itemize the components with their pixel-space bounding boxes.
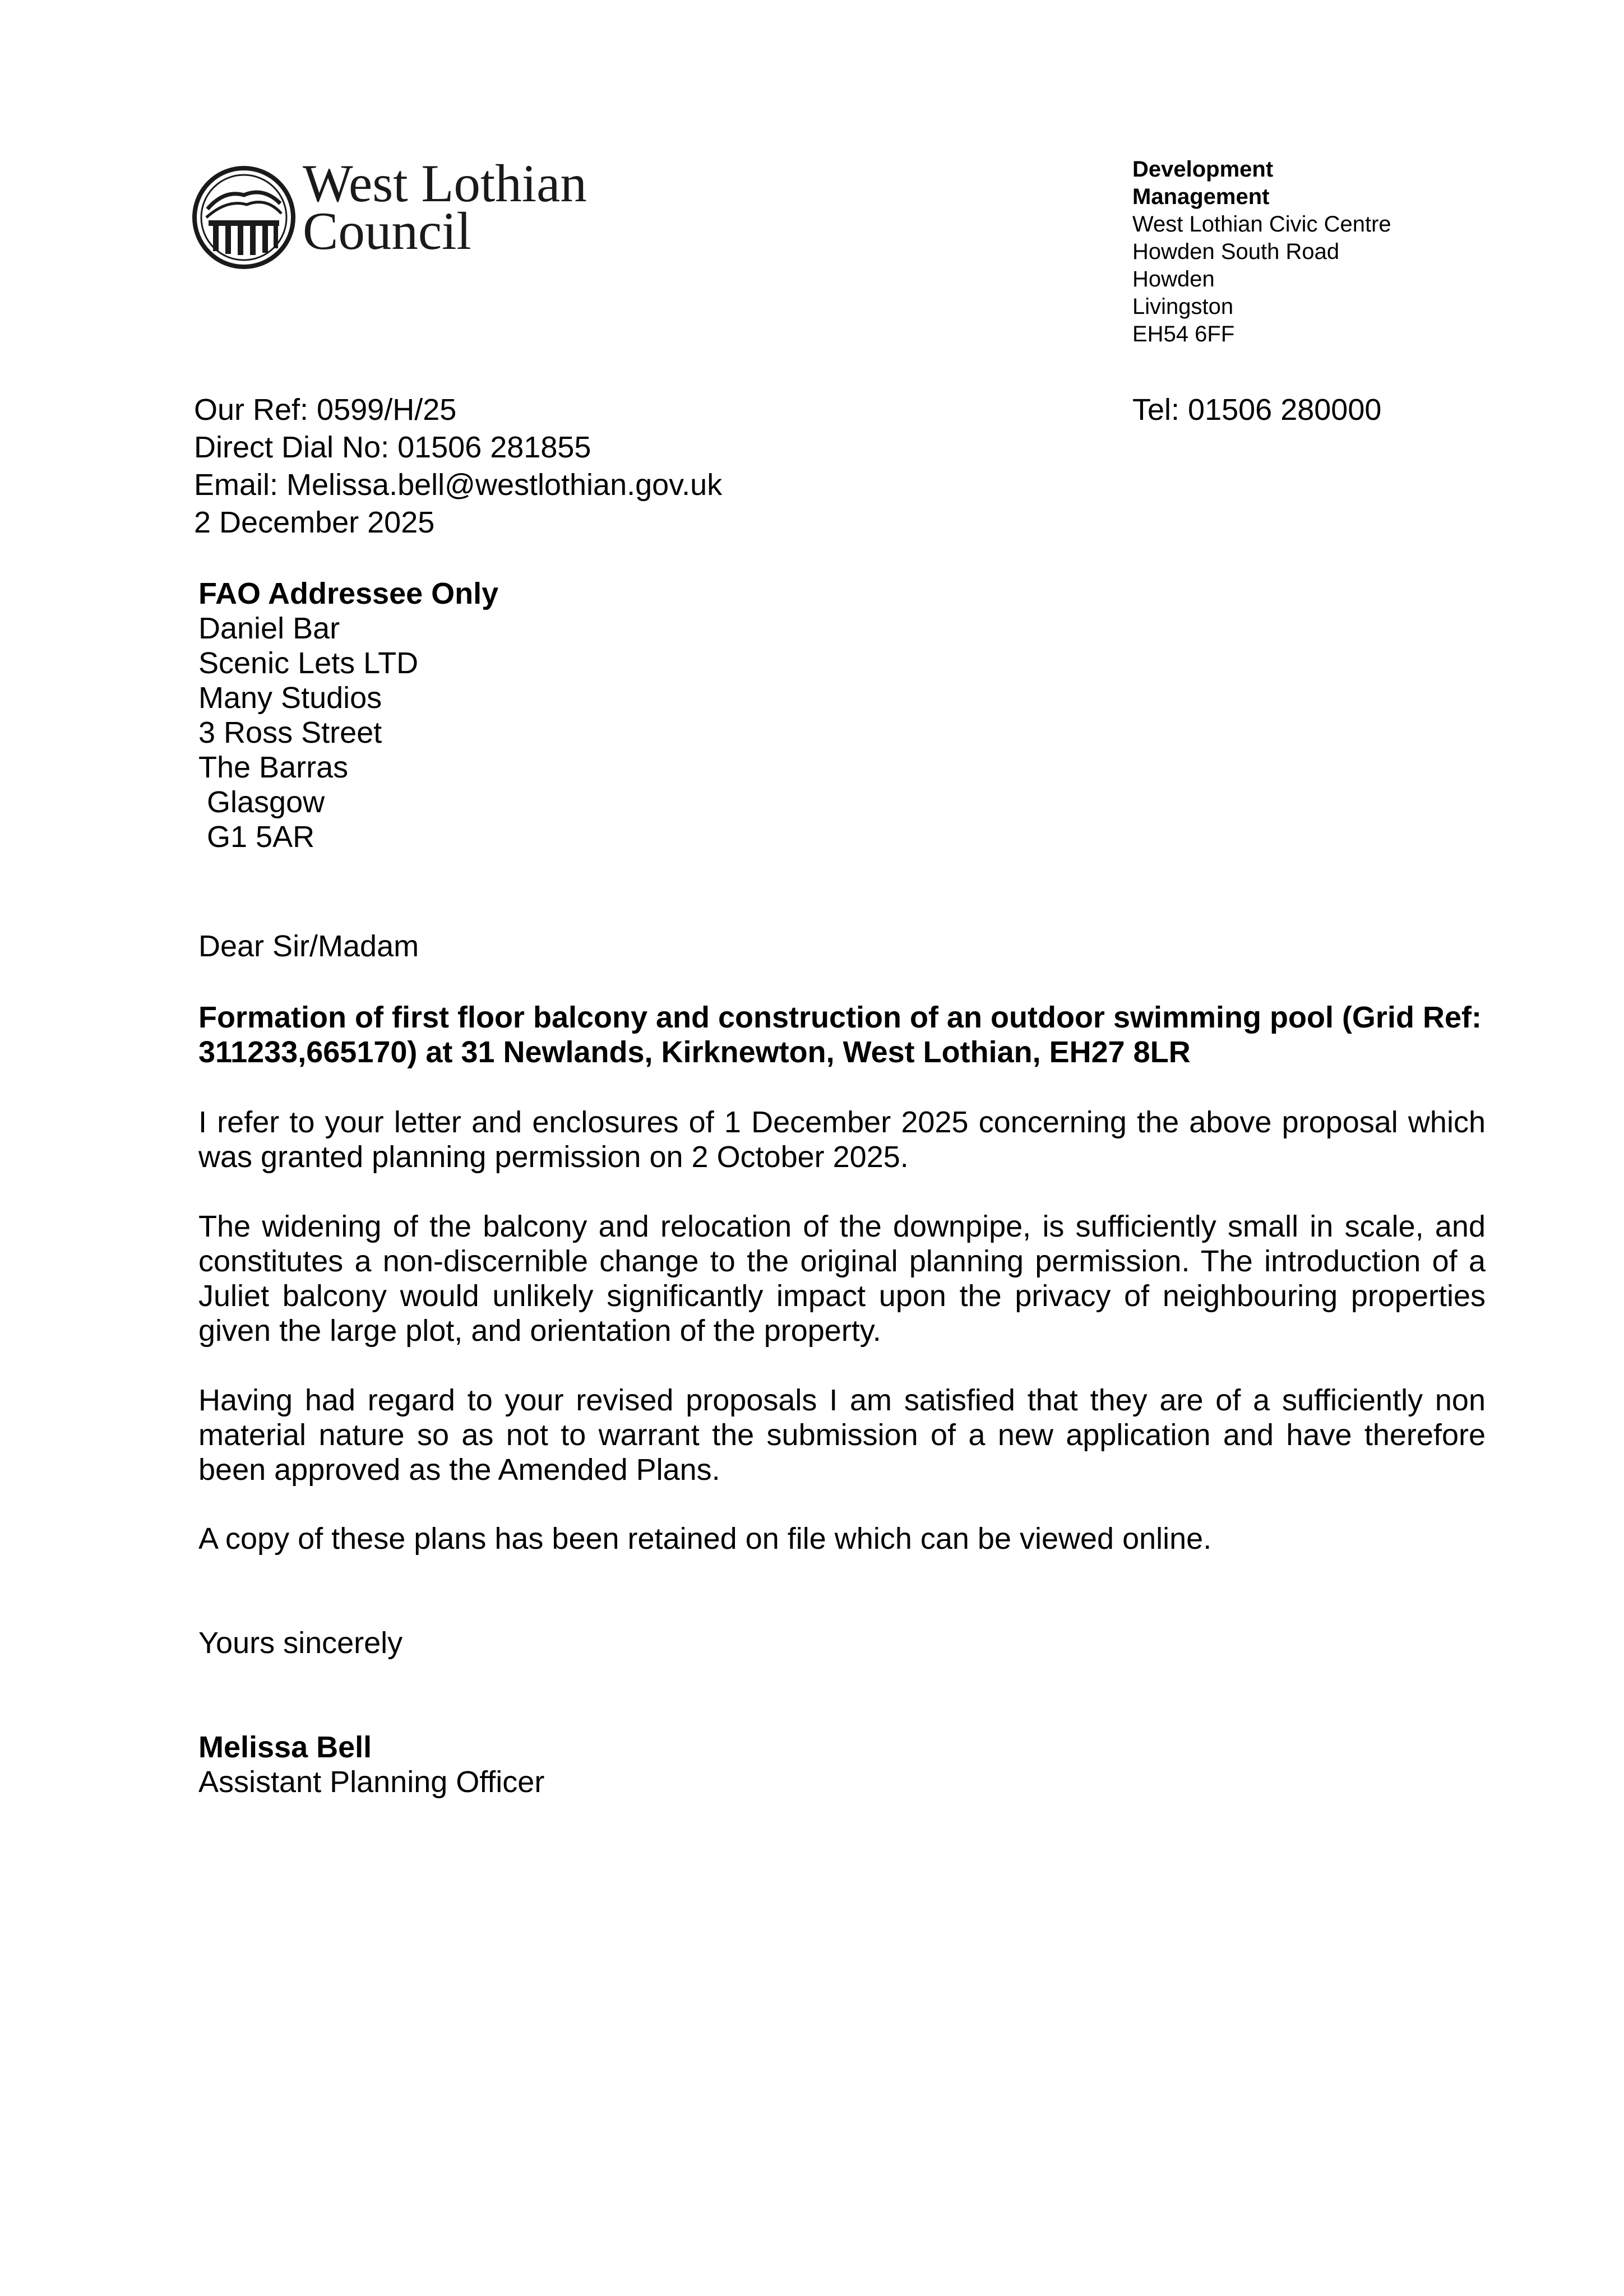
body-paragraph: Having had regard to your revised proposals I am satisfied that they are of a sufficiently non material nature so as not to warrant the submission of a new application and have therefore been approved as the Amended Plans. bbox=[198, 1383, 1486, 1487]
signature-block bbox=[198, 1730, 1486, 1799]
reference-block bbox=[194, 391, 722, 541]
council-logo bbox=[191, 154, 587, 272]
address-line: Daniel Bar bbox=[198, 612, 340, 645]
subject-heading: Formation of first floor balcony and construction of an outdoor swimming pool (Grid Ref: 311233,665170) at 31 Newlands, Kirknewton, West Lothian, EH27 8LR bbox=[198, 1001, 1482, 1069]
office-line: Livingston bbox=[1132, 294, 1234, 319]
logo-wordmark bbox=[303, 154, 587, 261]
our-ref: Our Ref: 0599/H/25 bbox=[194, 393, 457, 427]
viaduct-emblem-icon bbox=[191, 164, 297, 271]
letter-date: 2 December 2025 bbox=[194, 506, 435, 539]
addressee-block bbox=[198, 576, 498, 854]
logo-line-1: West Lothian bbox=[303, 154, 587, 213]
office-address bbox=[1132, 156, 1391, 348]
address-line: The Barras bbox=[198, 751, 349, 784]
direct-dial: Direct Dial No: 01506 281855 bbox=[194, 430, 591, 464]
address-line: G1 5AR bbox=[198, 820, 315, 854]
office-line: West Lothian Civic Centre bbox=[1132, 212, 1391, 237]
fao-line: FAO Addressee Only bbox=[198, 577, 499, 610]
body-paragraph: The widening of the balcony and relocation of the downpipe, is sufficiently small in scale, and constitutes a non-discernible change to the original planning permission. The introduction of a Juliet balcony would unlikely significantly impact upon the privacy of neighbouring properties given the large plot, and orientation of the property. bbox=[198, 1210, 1486, 1348]
address-line: 3 Ross Street bbox=[198, 716, 382, 749]
address-line: Glasgow bbox=[198, 785, 325, 819]
logo-line-2: Council bbox=[303, 201, 471, 261]
body-paragraph: A copy of these plans has been retained on file which can be viewed online. bbox=[198, 1522, 1212, 1556]
email: Email: Melissa.bell@westlothian.gov.uk bbox=[194, 468, 723, 502]
closing: Yours sincerely bbox=[198, 1626, 403, 1660]
department-line-2: Management bbox=[1132, 184, 1270, 209]
signer-name: Melissa Bell bbox=[198, 1730, 372, 1764]
office-line: Howden South Road bbox=[1132, 239, 1340, 264]
address-line: Many Studios bbox=[198, 681, 382, 715]
office-line: Howden bbox=[1132, 267, 1215, 291]
department-line-1: Development bbox=[1132, 157, 1274, 182]
body-paragraph: I refer to your letter and enclosures of 1 December 2025 concerning the above proposal which was granted planning permission on 2 October 2025. bbox=[198, 1105, 1486, 1174]
signer-title: Assistant Planning Officer bbox=[198, 1765, 545, 1799]
salutation: Dear Sir/Madam bbox=[198, 929, 419, 963]
address-line: Scenic Lets LTD bbox=[198, 646, 419, 680]
office-line: EH54 6FF bbox=[1132, 322, 1235, 346]
telephone: Tel: 01506 280000 bbox=[1132, 393, 1382, 427]
